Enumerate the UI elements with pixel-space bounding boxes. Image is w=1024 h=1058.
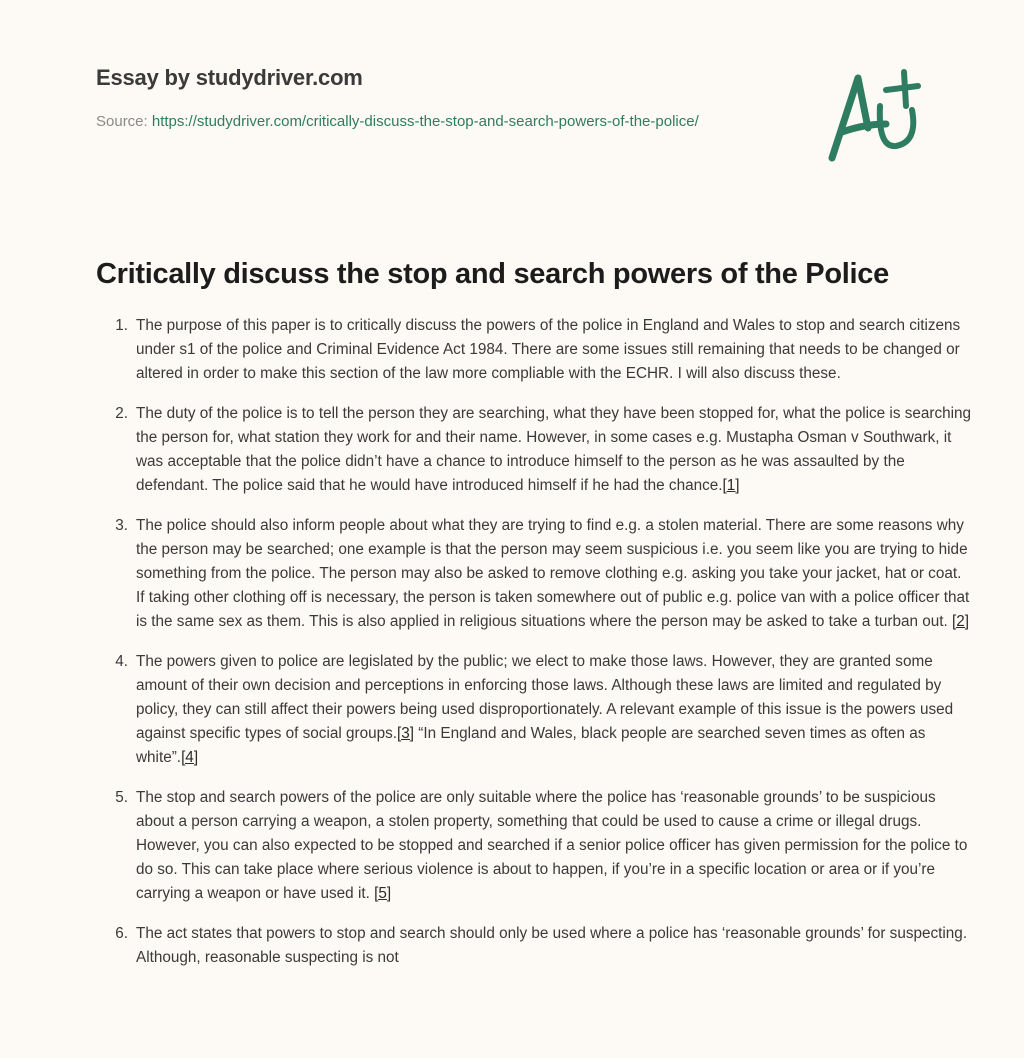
paragraph-number: 5. (115, 789, 128, 806)
paragraph-text: The purpose of this paper is to critically discuss the powers of the police in England and Wales to stop and search citizens under s1 of the police and Criminal Evidence Act 1984. There are some issues still remaining that needs to be changed or altered in order to make this section of the law more compliable with the ECHR. I will also discuss these. (136, 317, 961, 382)
source-line (96, 110, 736, 134)
paragraph-number: 6. (115, 925, 128, 942)
document-title: Critically discuss the stop and search powers of the Police (96, 258, 889, 290)
essay-paragraph-2 (115, 402, 972, 498)
page-header (96, 64, 796, 134)
paragraph-text: The stop and search powers of the police are only suitable where the police has ‘reasonable grounds’ to be suspicious about a person carrying a weapon, a stolen property, something that could be used to cause a crime or illegal drugs. However, you can also expected to be stopped and searched if a senior police officer has given permission for the police to do so. This can take place where serious violence is about to happen, if you’re in a specific location or area or if you’re carrying a weapon or have used it. (136, 789, 968, 902)
paragraph-text: The police should also inform people about what they are trying to find e.g. a stolen material. There are some reasons why the person may be searched; one example is that the person may seem suspicious i.e. you seem like you are trying to hide something from the police. The person may also be asked to remove clothing e.g. asking you take your jacket, hat or coat. If taking other clothing off is necessary, the person is taken somewhere out of public e.g. police van with a police officer that is the same sex as them. This is also applied in religious situations where the person may be asked to take a turban out. (136, 517, 970, 630)
essay-paragraph-1 (115, 314, 972, 386)
source-link[interactable]: https://studydriver.com/critically-discuss-the-stop-and-search-powers-of-the-police/ (151, 113, 699, 130)
paragraph-text-continued: “In England and Wales, black people are searched seven times as often as white”. (136, 725, 926, 766)
paragraph-text: The duty of the police is to tell the person they are searching, what they have been stopped for, what the police is searching the person for, what station they work for and their name. However, in some cases e.g. Mustapha Osman v Southwark, it was acceptable that the police didn’t have a chance to introduce himself to the person as he was assaulted by the defendant. The police said that he would have introduced himself if he had the chance. (136, 405, 972, 494)
essay-paragraph-list (96, 314, 972, 986)
a-plus-grade-icon (820, 66, 930, 166)
essay-paragraph-3 (115, 514, 972, 634)
footnote-link-2[interactable]: [2] (952, 613, 970, 630)
source-label: Source: (96, 113, 148, 130)
site-title: Essay by studydriver.com (96, 65, 363, 90)
paragraph-text: The act states that powers to stop and search should only be used where a police has ‘reasonable grounds’ for suspecting. Although, reasonable suspecting is not (136, 925, 968, 966)
paragraph-number: 4. (115, 653, 128, 670)
paragraph-text: The powers given to police are legislated by the public; we elect to make those laws. However, they are granted some amount of their own decision and perceptions in enforcing those laws. Although these laws are limited and regulated by policy, they can still affect their powers being used disproportionately. A relevant example of this issue is the powers used against specific types of social groups. (136, 653, 954, 742)
essay-paragraph-6 (115, 922, 972, 970)
paragraph-number: 1. (115, 317, 128, 334)
essay-paragraph-4 (115, 650, 972, 770)
paragraph-number: 3. (115, 517, 128, 534)
footnote-link-1[interactable]: [1] (722, 477, 740, 494)
essay-paragraph-5 (115, 786, 972, 906)
footnote-link-3[interactable]: [3] (397, 725, 415, 742)
footnote-link-5[interactable]: [5] (374, 885, 392, 902)
paragraph-number: 2. (115, 405, 128, 422)
footnote-link-4[interactable]: [4] (181, 749, 199, 766)
